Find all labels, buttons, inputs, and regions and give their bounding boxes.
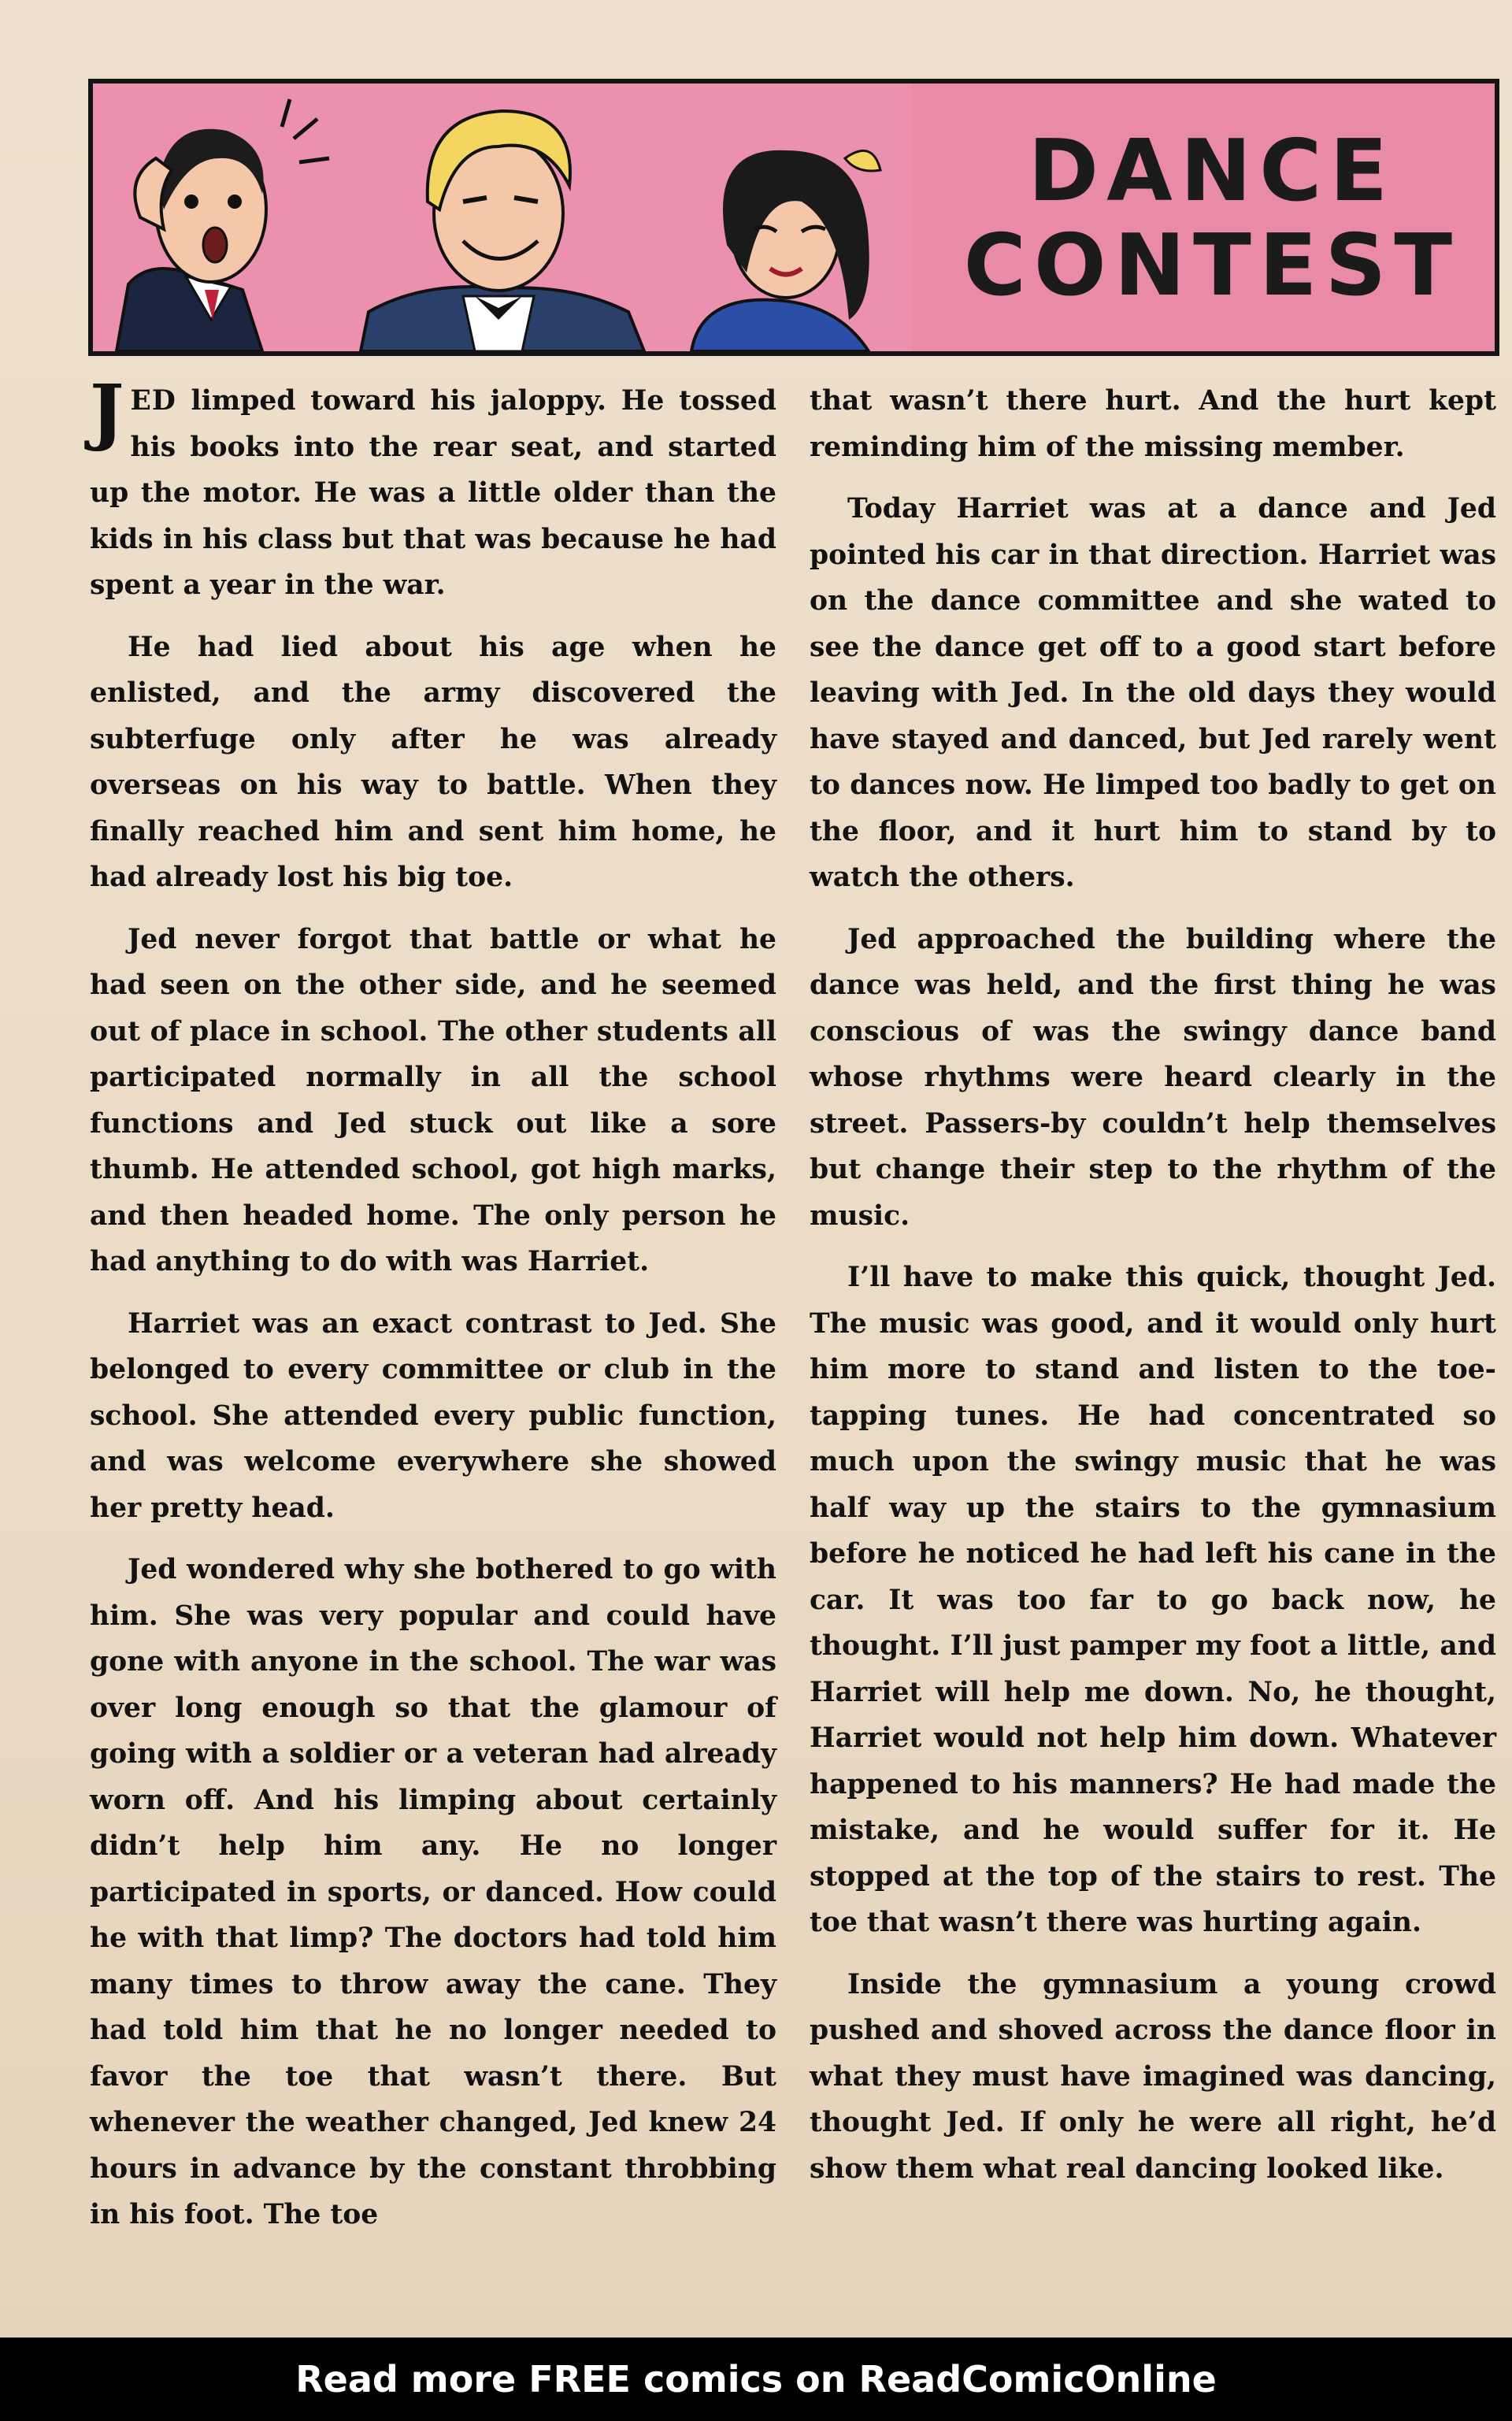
header-panel [88, 79, 1499, 356]
story-paragraph: He had lied about his age when he enlisted, and the army discovered the subterfuge only after he was already overseas on his way to battle. When they finally reached him and sent him home, he had already lost his big toe. [90, 631, 776, 893]
drop-cap: J [90, 369, 124, 454]
promo-text[interactable]: Read more FREE comics on ReadComicOnline [295, 2358, 1217, 2401]
promo-banner[interactable] [0, 2338, 1512, 2421]
story-paragraph: Today Harriet was at a dance and Jed pointed his car in that direction. Harriet was on the dance committee and she wated to see the dance get off to a good start before leaving with Jed. In the old days they would have stayed and danced, but Jed rarely went to dances now. He limped too badly to get on the floor, and it hurt him to stand by to watch the others. [810, 493, 1496, 893]
story-paragraph: I’ll have to make this quick, thought Jed. The music was good, and it would only hurt him more to stand and listen to the toe-tapping tunes. He had concentrated so much upon the swingy music that he was half way up the stairs to the gymnasium before he noticed he had left his cane in the car. It was too far to go back now, he thought. I’ll just pamper my foot a little, and Harriet will help me down. No, he thought, Harriet would not help him down. Whatever happened to his manners? He had made the mistake, and he would suffer for it. He stopped at the top of the stairs to rest. The toe that wasn’t there was hurting again. [810, 1262, 1496, 1938]
story-paragraph-continued: that wasn’t there hurt. And the hurt kept reminding him of the missing member. [810, 385, 1496, 463]
header-illustration [93, 83, 912, 351]
story-paragraph: Inside the gymnasium a young crowd pushed and shoved across the dance floor in what they must have imagined was dancing, thought Jed. If only he were all right, he’d show them what real dancing looked like. [810, 1968, 1496, 2185]
title-line-1: DANCE [1028, 122, 1396, 221]
story-paragraph: Harriet was an exact contrast to Jed. She belonged to every committee or club in the school. She attended every public function, and was welcome everywhere she showed her pretty head. [90, 1307, 776, 1524]
story-title [964, 124, 1460, 313]
story-paragraph: Jed never forgot that battle or what he had seen on the other side, and he seemed out of place in school. The other students all participated normally in all the school functions and Jed stuck out like a sore thumb. He attended school, got high marks, and then headed home. The only person he had anything to do with was Harriet. [90, 923, 776, 1277]
story-paragraph [90, 369, 776, 609]
paragraph-text: limped toward his jaloppy. He tossed his books into the rear seat, and started up the motor. He was a little older than the kids in his class but that was because he had spent a year in the war. [90, 385, 776, 601]
story-paragraph: Jed wondered why she bothered to go with him. She was very popular and could have gone with anyone in the school. The war was over long enough so that the glamour of going with a soldier or a veteran had already worn off. And his limping about certainly didn’t help him any. He no longer participated in sports, or danced. How could he with that limp? The doctors had told him many times to throw away the cane. They had told him that he no longer needed to favor the toe that wasn’t there. But whenever the weather changed, Jed knew 24 hours in advance by the constant throbbing in his foot. The toe [90, 1554, 776, 2230]
opening-word: ED [130, 385, 176, 417]
story-column-right [810, 378, 1496, 2208]
story-column-left [90, 369, 776, 2254]
title-line-2: CONTEST [963, 217, 1460, 315]
story-paragraph: Jed approached the building where the dance was held, and the first thing he was conscious of was the swingy dance band whose rhythms were heard clearly in the street. Passers-by couldn’t help themselves but change their step to the rhythm of the music. [810, 923, 1496, 1232]
